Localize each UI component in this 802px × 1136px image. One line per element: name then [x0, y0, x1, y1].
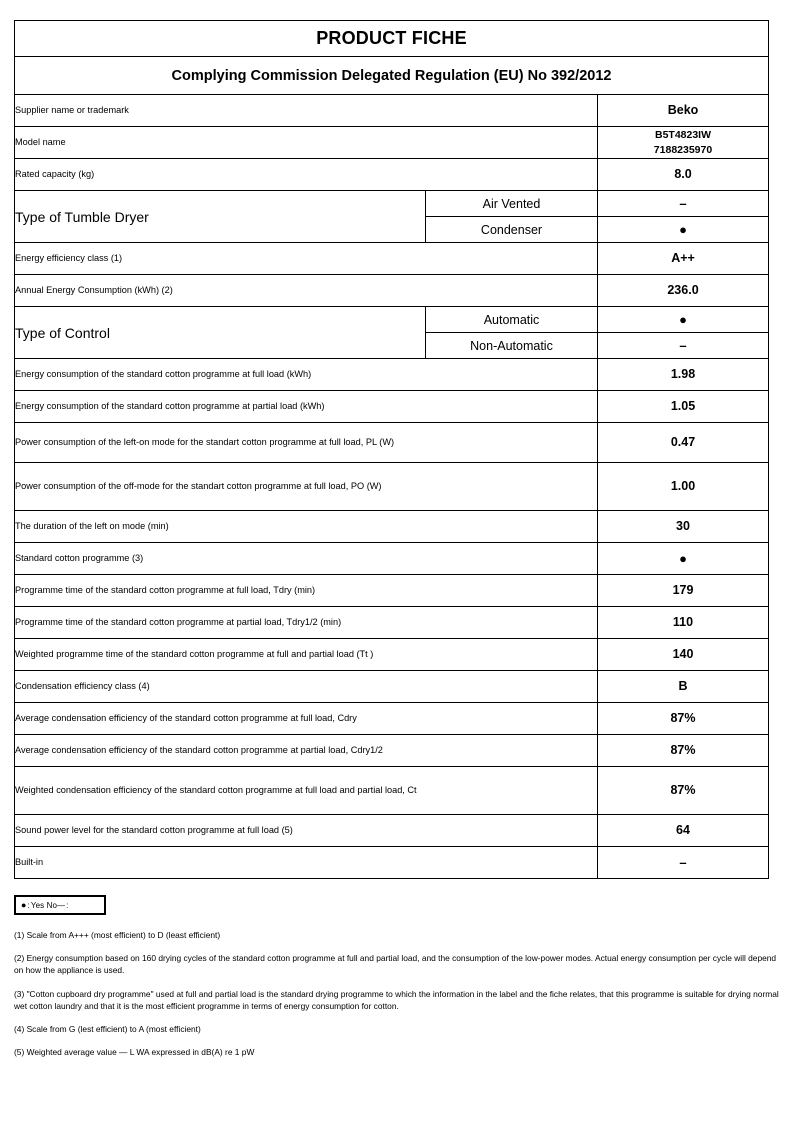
table-row-control-automatic	[15, 307, 769, 333]
table-row-condensation-full-load	[15, 703, 769, 735]
capacity-value: 8.0	[598, 159, 769, 191]
condensation-class-label: Condensation efficiency class (4)	[15, 671, 598, 703]
product-fiche-table	[14, 20, 769, 879]
page-title: PRODUCT FICHE	[15, 21, 769, 57]
supplier-label: Supplier name or trademark	[15, 95, 598, 127]
sound-power-value: 64	[598, 815, 769, 847]
standard-cotton-label: Standard cotton programme (3)	[15, 543, 598, 575]
dryer-type-option-condenser: Condenser	[426, 217, 598, 243]
table-row-capacity	[15, 159, 769, 191]
table-row-time-full-load	[15, 575, 769, 607]
annual-energy-value: 236.0	[598, 275, 769, 307]
time-partial-load-value: 110	[598, 607, 769, 639]
power-left-on-value: 0.47	[598, 423, 769, 463]
regulation-subtitle: Complying Commission Delegated Regulation (EU) No 392/2012	[15, 57, 769, 95]
control-type-value-non-automatic: –	[598, 333, 769, 359]
power-off-mode-label: Power consumption of the off-mode for the standart cotton programme at full load, PO (W)	[15, 463, 598, 511]
time-partial-load-label: Programme time of the standard cotton programme at partial load, Tdry1/2 (min)	[15, 607, 598, 639]
filled-circle-icon: ●	[21, 899, 27, 910]
table-row-time-partial-load	[15, 607, 769, 639]
footnote-5: (5) Weighted average value — L WA expressed in dB(A) re 1 pW	[14, 1047, 255, 1058]
model-value	[598, 127, 769, 159]
legend-colon-no: :	[66, 900, 69, 910]
time-full-load-label: Programme time of the standard cotton programme at full load, Tdry (min)	[15, 575, 598, 607]
table-row-title	[15, 21, 769, 57]
table-row-energy-class	[15, 243, 769, 275]
built-in-value: –	[598, 847, 769, 879]
table-row-standard-cotton	[15, 543, 769, 575]
symbol-legend	[14, 895, 106, 915]
dryer-type-value-air-vented: –	[598, 191, 769, 217]
time-weighted-value: 140	[598, 639, 769, 671]
model-code-primary: B5T4823IW	[654, 129, 712, 142]
table-row-dryer-type-air-vented	[15, 191, 769, 217]
dryer-type-label: Type of Tumble Dryer	[15, 191, 426, 243]
power-off-mode-value: 1.00	[598, 463, 769, 511]
capacity-label: Rated capacity (kg)	[15, 159, 598, 191]
control-type-option-non-automatic: Non-Automatic	[426, 333, 598, 359]
control-type-option-automatic: Automatic	[426, 307, 598, 333]
table-row-time-weighted	[15, 639, 769, 671]
table-row-condensation-weighted	[15, 767, 769, 815]
control-type-value-automatic: ●	[598, 307, 769, 333]
table-row-condensation-class	[15, 671, 769, 703]
footnote-4: (4) Scale from G (lest efficient) to A (most efficient)	[14, 1023, 201, 1034]
energy-full-load-label: Energy consumption of the standard cotton programme at full load (kWh)	[15, 359, 598, 391]
legend-yes-text: Yes	[30, 900, 45, 910]
model-label: Model name	[15, 127, 598, 159]
built-in-label: Built-in	[15, 847, 598, 879]
dryer-type-option-air-vented: Air Vented	[426, 191, 598, 217]
legend-no-text: No	[46, 900, 57, 910]
footnote-2: (2) Energy consumption based on 160 drying cycles of the standard cotton programme at full and partial load, and the consumption of the low-power modes. Actual energy consumption per cycle will depend on how the appliance is used.	[14, 953, 777, 976]
model-code-secondary: 7188235970	[653, 143, 713, 156]
energy-class-value: A++	[598, 243, 769, 275]
table-row-power-left-on	[15, 423, 769, 463]
legend-colon-yes: :	[27, 900, 30, 910]
table-row-energy-full-load	[15, 359, 769, 391]
table-row-sound-power	[15, 815, 769, 847]
table-row-condensation-partial-load	[15, 735, 769, 767]
condensation-class-value: B	[598, 671, 769, 703]
table-row-supplier	[15, 95, 769, 127]
footnotes-container	[14, 929, 784, 1058]
annual-energy-label: Annual Energy Consumption (kWh) (2)	[15, 275, 598, 307]
condensation-full-load-label: Average condensation efficiency of the standard cotton programme at full load, Cdry	[15, 703, 598, 735]
standard-cotton-value: ●	[598, 543, 769, 575]
time-full-load-value: 179	[598, 575, 769, 607]
dash-icon: —	[57, 900, 66, 910]
product-fiche-page	[14, 20, 779, 1058]
footnote-3: (3) "Cotton cupboard dry programme" used at full and partial load is the standard drying programme to which the information in the label and the fiche relates, that this programme is suitable for drying normal wet cotton laundry and that it is the most efficient programme in terms of energy consumption for cotton.	[14, 988, 779, 1011]
table-row-subtitle	[15, 57, 769, 95]
sound-power-label: Sound power level for the standard cotton programme at full load (5)	[15, 815, 598, 847]
energy-full-load-value: 1.98	[598, 359, 769, 391]
condensation-weighted-label: Weighted condensation efficiency of the standard cotton programme at full load and partial load, Ct	[15, 767, 598, 815]
power-left-on-label: Power consumption of the left-on mode for the standart cotton programme at full load, PL (W)	[15, 423, 598, 463]
condensation-full-load-value: 87%	[598, 703, 769, 735]
condensation-partial-load-value: 87%	[598, 735, 769, 767]
table-row-energy-partial-load	[15, 391, 769, 423]
condensation-weighted-value: 87%	[598, 767, 769, 815]
condensation-partial-load-label: Average condensation efficiency of the standard cotton programme at partial load, Cdry1/2	[15, 735, 598, 767]
dryer-type-value-condenser: ●	[598, 217, 769, 243]
table-row-model	[15, 127, 769, 159]
table-row-built-in	[15, 847, 769, 879]
footnote-1: (1) Scale from A+++ (most efficient) to D (least efficient)	[14, 930, 221, 940]
time-weighted-label: Weighted programme time of the standard cotton programme at full and partial load (Tt )	[15, 639, 598, 671]
table-row-annual-energy	[15, 275, 769, 307]
energy-partial-load-value: 1.05	[598, 391, 769, 423]
left-on-duration-value: 30	[598, 511, 769, 543]
legend-container	[14, 895, 106, 915]
table-row-left-on-duration	[15, 511, 769, 543]
table-row-power-off-mode	[15, 463, 769, 511]
energy-partial-load-label: Energy consumption of the standard cotton programme at partial load (kWh)	[15, 391, 598, 423]
supplier-value: Beko	[598, 95, 769, 127]
left-on-duration-label: The duration of the left on mode (min)	[15, 511, 598, 543]
control-type-label: Type of Control	[15, 307, 426, 359]
energy-class-label: Energy efficiency class (1)	[15, 243, 598, 275]
